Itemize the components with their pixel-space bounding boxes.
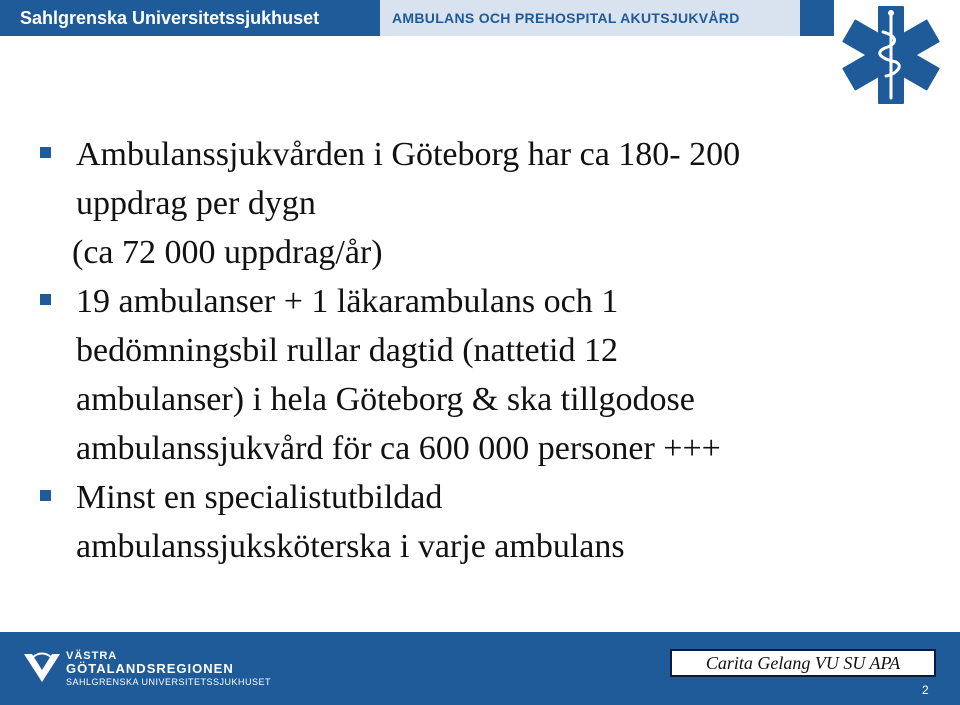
- bullet-line: Minst en specialistutbildad: [36, 473, 916, 522]
- vgr-emblem-icon: [22, 648, 62, 688]
- bullet-marker: [40, 294, 51, 305]
- page-number: 2: [922, 683, 929, 697]
- bullet-line: bedömningsbil rullar dagtid (nattetid 12: [76, 332, 619, 369]
- hospital-name: Sahlgrenska Universitetssjukhuset: [0, 0, 380, 36]
- bullet-line: ambulanssjuksköterska i varje ambulans: [76, 528, 625, 565]
- bullet-marker: [40, 147, 51, 158]
- bullet-list: [36, 130, 916, 571]
- bullet-line: uppdrag per dygn: [76, 185, 316, 222]
- bullet-subline: (ca 72 000 uppdrag/år): [72, 234, 383, 271]
- slide-header: [0, 0, 960, 40]
- bullet-line: Ambulanssjukvården i Göteborg har ca 180- 200: [36, 130, 916, 179]
- department-name: AMBULANS OCH PREHOSPITAL AKUTSJUKVÅRD: [380, 0, 800, 36]
- bullet-line: ambulanssjukvård för ca 600 000 personer +++: [76, 430, 721, 467]
- header-accent-box: [800, 0, 834, 36]
- author-label: Carita Gelang VU SU APA: [670, 649, 936, 677]
- star-of-life-icon: [838, 2, 944, 108]
- bullet-line: ambulanser) i hela Göteborg & ska tillgodose: [76, 381, 695, 418]
- bullet-line: 19 ambulanser + 1 läkarambulans och 1: [36, 277, 916, 326]
- bullet-marker: [40, 490, 51, 501]
- vgr-text: VÄSTRA GÖTALANDSREGIONEN SAHLGRENSKA UNIVERSITETSSJUKHUSET: [66, 650, 272, 687]
